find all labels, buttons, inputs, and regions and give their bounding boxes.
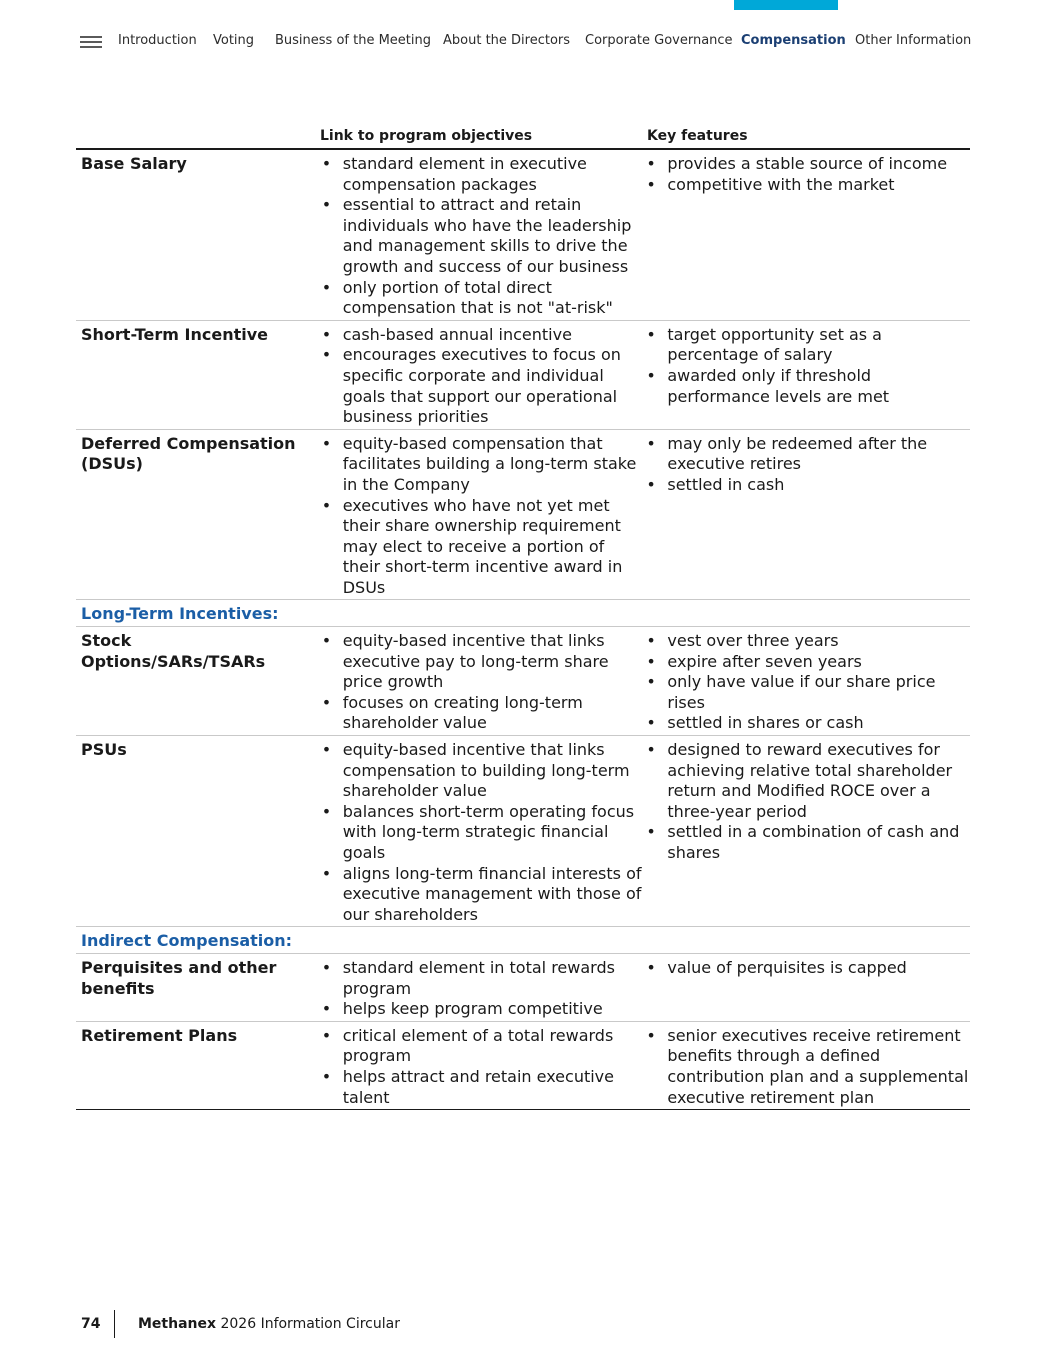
nav-introduction[interactable]: Introduction xyxy=(118,33,197,48)
feature-item: • only have value if our share price rises xyxy=(646,672,970,713)
feature-item: • may only be redeemed after the executive retires xyxy=(646,434,970,475)
objectives-cell xyxy=(320,631,646,734)
objective-item: • helps attract and retain executive talent xyxy=(322,1067,646,1108)
section-title: Long-Term Incentives: xyxy=(81,604,279,624)
nav-corporate-governance[interactable]: Corporate Governance xyxy=(585,33,733,48)
table-header xyxy=(76,128,970,150)
objective-item: • equity-based compensation that facilitates building a long-term stake in the Company xyxy=(322,434,646,496)
row-name: Deferred Compensation (DSUs) xyxy=(81,433,296,474)
objectives-cell xyxy=(320,325,646,428)
feature-item: • vest over three years xyxy=(646,631,970,652)
row-name: Short-Term Incentive xyxy=(81,324,268,344)
objective-item: • helps keep program competitive xyxy=(322,999,646,1020)
objective-item: • balances short-term operating focus with long-term strategic financial goals xyxy=(322,802,646,864)
row-name: Retirement Plans xyxy=(81,1025,238,1045)
objective-item: • essential to attract and retain individuals who have the leadership and management skills to drive the growth and success of our business xyxy=(322,195,646,277)
nav-business-of-the-meeting[interactable]: Business of the Meeting xyxy=(275,33,431,48)
feature-item: • value of perquisites is capped xyxy=(646,958,970,979)
table-row xyxy=(76,321,970,430)
row-name: Perquisites and other benefits xyxy=(81,957,277,998)
menu-icon[interactable] xyxy=(80,36,102,50)
nav-compensation[interactable]: Compensation xyxy=(741,33,846,48)
feature-item: • designed to reward executives for achieving relative total shareholder return and Modified ROCE over a three-year period xyxy=(646,740,970,822)
features-cell xyxy=(645,1026,970,1108)
table-row xyxy=(76,627,970,736)
feature-item: • settled in cash xyxy=(646,475,970,496)
footer-divider xyxy=(114,1310,115,1338)
objective-item: • executives who have not yet met their share ownership requirement may elect to receive a portion of their short-term incentive award in DSUs xyxy=(322,496,646,599)
feature-item: • settled in a combination of cash and shares xyxy=(646,822,970,863)
feature-item: • competitive with the market xyxy=(646,175,970,196)
feature-item: • senior executives receive retirement benefits through a defined contribution plan and a supplemental executive retirement plan xyxy=(646,1026,970,1108)
features-cell xyxy=(645,958,970,1020)
features-cell xyxy=(645,631,970,734)
objective-item: • standard element in total rewards program xyxy=(322,958,646,999)
section-row xyxy=(76,927,970,954)
nav-about-the-directors[interactable]: About the Directors xyxy=(443,33,571,48)
objective-item: • aligns long-term financial interests of executive management with those of our shareholders xyxy=(322,864,646,926)
objective-item: • encourages executives to focus on specific corporate and individual goals that support our operational business priorities xyxy=(322,345,646,427)
objectives-cell xyxy=(320,434,646,599)
table-row xyxy=(76,150,970,321)
nav-other-information[interactable]: Other Information xyxy=(855,33,972,48)
feature-item: • provides a stable source of income xyxy=(646,154,970,175)
active-tab-indicator xyxy=(734,0,838,10)
objective-item: • only portion of total direct compensation that is not "at-risk" xyxy=(322,278,646,319)
feature-item: • settled in shares or cash xyxy=(646,713,970,734)
section-row xyxy=(76,600,970,627)
table-row xyxy=(76,954,970,1022)
features-cell xyxy=(645,325,970,428)
table-row xyxy=(76,1022,970,1110)
header-objectives: Link to program objectives xyxy=(320,128,533,144)
objectives-cell xyxy=(320,154,646,319)
footer-title xyxy=(138,1316,400,1332)
features-cell xyxy=(645,434,970,599)
objective-item: • standard element in executive compensation packages xyxy=(322,154,646,195)
objective-item: • equity-based incentive that links compensation to building long-term shareholder value xyxy=(322,740,646,802)
objective-item: • cash-based annual incentive xyxy=(322,325,646,346)
section-title: Indirect Compensation: xyxy=(81,931,293,951)
table-row xyxy=(76,430,970,601)
compensation-elements-table xyxy=(76,128,970,1110)
header-key-features: Key features xyxy=(647,128,748,144)
feature-item: • expire after seven years xyxy=(646,652,970,673)
features-cell xyxy=(645,740,970,925)
footer-company: Methanex xyxy=(138,1316,217,1332)
features-cell xyxy=(645,154,970,319)
row-name: Stock Options/SARs/TSARs xyxy=(81,631,266,671)
objective-item: • focuses on creating long-term shareholder value xyxy=(322,693,646,734)
row-name: Base Salary xyxy=(81,154,187,173)
page-number: 74 xyxy=(81,1316,101,1332)
objective-item: • critical element of a total rewards program xyxy=(322,1026,646,1067)
table-row xyxy=(76,736,970,927)
footer-doc-title: 2026 Information Circular xyxy=(220,1316,400,1332)
objectives-cell xyxy=(320,1026,646,1108)
objectives-cell xyxy=(320,740,646,925)
feature-item: • awarded only if threshold performance levels are met xyxy=(646,366,970,407)
row-name: PSUs xyxy=(81,740,127,760)
nav-voting[interactable]: Voting xyxy=(213,33,255,48)
feature-item: • target opportunity set as a percentage of salary xyxy=(646,325,970,366)
objectives-cell xyxy=(320,958,646,1020)
objective-item: • equity-based incentive that links executive pay to long-term share price growth xyxy=(322,631,646,693)
